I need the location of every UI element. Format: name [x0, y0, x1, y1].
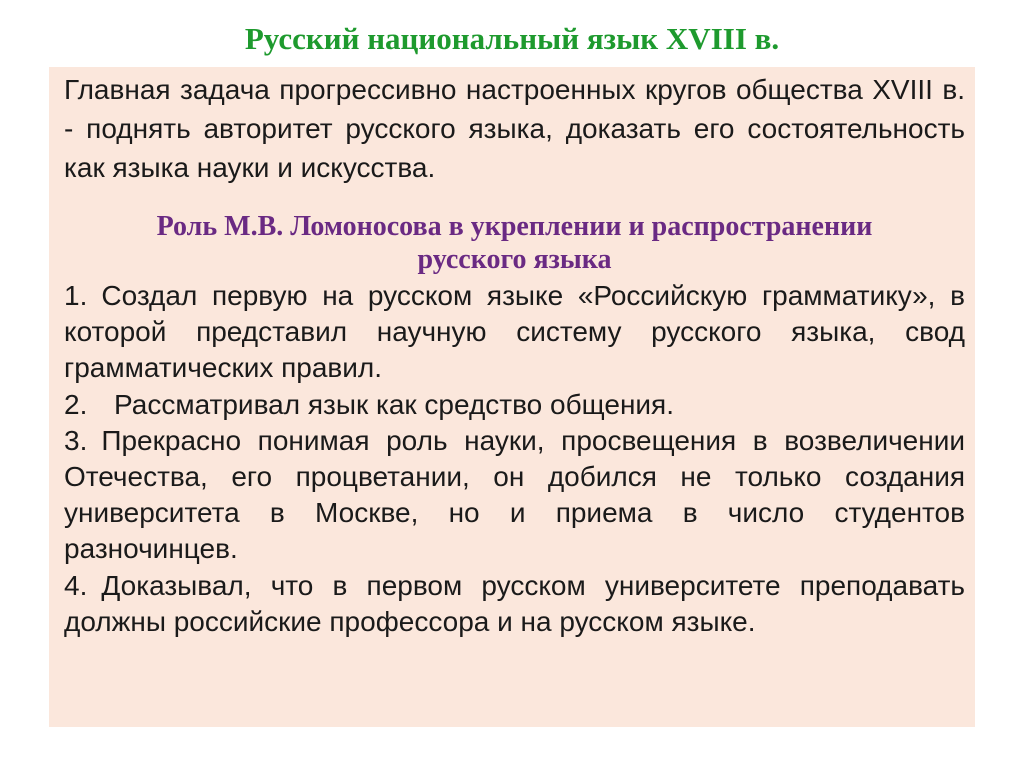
list-item [64, 278, 965, 386]
content-box [49, 67, 975, 727]
list-item-text: Рассматривал язык как средство общения. [114, 388, 674, 420]
achievements-list [64, 278, 965, 640]
section-subheading [64, 210, 965, 276]
list-item-text: Прекрасно понимая роль науки, просвещения в возвеличении Отечества, его процветании, он добился не только создания университета в Москве, но и приема в число студентов разночинцев. [64, 425, 965, 564]
list-item-number: 4. [64, 569, 88, 601]
intro-paragraph: Главная задача прогрессивно настроенных кругов общества XVIII в. - поднять авторитет русского языка, доказать его состоятельность как языка науки и искусства. [64, 74, 965, 183]
list-item-text: Доказывал, что в первом русском университете преподавать должны российские профессора и на русском языке. [64, 569, 965, 637]
list-item [64, 387, 965, 423]
list-item-number: 3. [64, 425, 88, 456]
slide-title: Русский национальный язык XVIII в. [244, 21, 780, 56]
subheading-line-2: русского языка [417, 244, 612, 275]
subheading-line-1: Роль М.В. Ломоносова в укреплении и распространении [156, 211, 873, 242]
list-item-number: 1. [64, 280, 88, 311]
list-item-number: 2. [64, 388, 88, 420]
list-item-text: Создал первую на русском языке «Российскую грамматику», в которой представил научную систему русского языка, свод грамматических правил. [64, 280, 965, 383]
list-item [64, 568, 965, 640]
list-item [64, 423, 965, 567]
